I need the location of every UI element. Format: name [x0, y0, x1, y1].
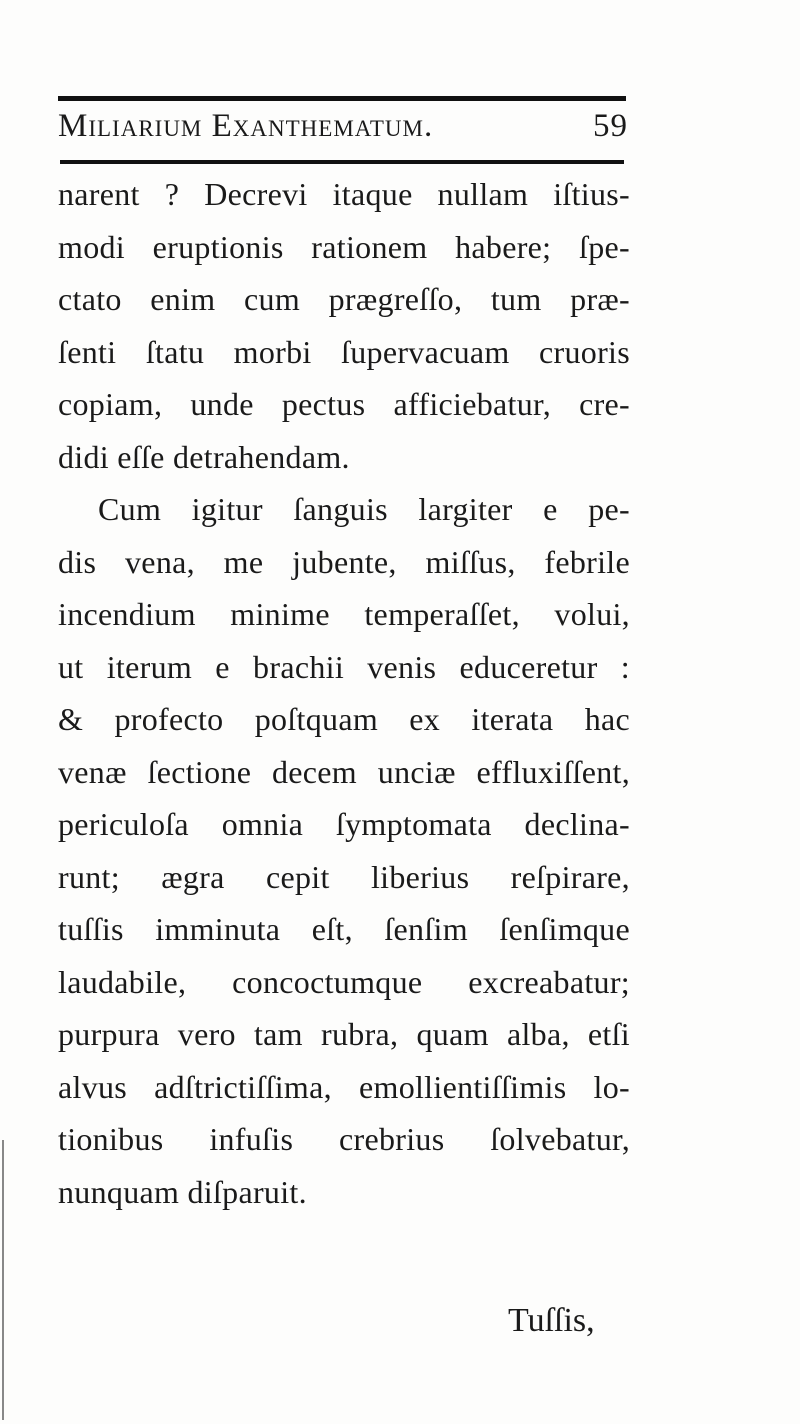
text-line: dis vena, me jubente, miſſus, febrile: [58, 543, 630, 580]
header-rule-bottom: [60, 160, 624, 164]
text-line: incendium minime temperaſſet, volui,: [58, 596, 630, 632]
page-number: 59: [593, 108, 628, 144]
text-line: ut iterum e brachii venis educeretur :: [58, 648, 630, 685]
text-line: purpura vero tam rubra, quam alba, etſi: [58, 1016, 630, 1052]
text-line: & profecto poſtquam ex iterata hac: [58, 701, 630, 737]
text-line: alvus adſtrictiſſima, emollientiſſimis lo-: [58, 1068, 630, 1105]
running-head-title: Miliarium Exanthematum.: [58, 108, 434, 144]
text-line: tionibus infuſis crebrius ſolvebatur,: [58, 1121, 630, 1157]
text-line: laudabile, concoctumque excreabatur;: [58, 963, 630, 1000]
text-line: ctato enim cum prægreſſo, tum præ-: [58, 281, 630, 317]
catchword: Tuſſis,: [508, 1302, 595, 1339]
text-line: modi eruptionis rationem habere; ſpe-: [58, 228, 630, 265]
text-line: nunquam diſparuit.: [58, 1173, 307, 1210]
text-line: copiam, unde pectus afficiebatur, cre-: [58, 386, 630, 422]
text-line: runt; ægra cepit liberius reſpirare,: [58, 858, 630, 895]
header-rule-top: [58, 96, 626, 101]
text-line: didi eſſe detrahendam.: [58, 438, 350, 475]
text-line: narent ? Decrevi itaque nullam iſtius-: [58, 176, 630, 212]
binding-edge-shadow: [2, 1140, 4, 1420]
text-line: ſenti ſtatu morbi ſupervacuam cruoris: [58, 333, 630, 370]
text-line: tuſſis imminuta eſt, ſenſim ſenſimque: [58, 911, 630, 947]
text-line: venæ ſectione decem unciæ effluxiſſent,: [58, 753, 630, 790]
text-line: periculoſa omnia ſymptomata declina-: [58, 806, 630, 842]
running-head: [58, 104, 630, 154]
body-text: [58, 168, 630, 1218]
paragraph-start-line: Cum igitur ſanguis largiter e pe-: [98, 491, 630, 527]
